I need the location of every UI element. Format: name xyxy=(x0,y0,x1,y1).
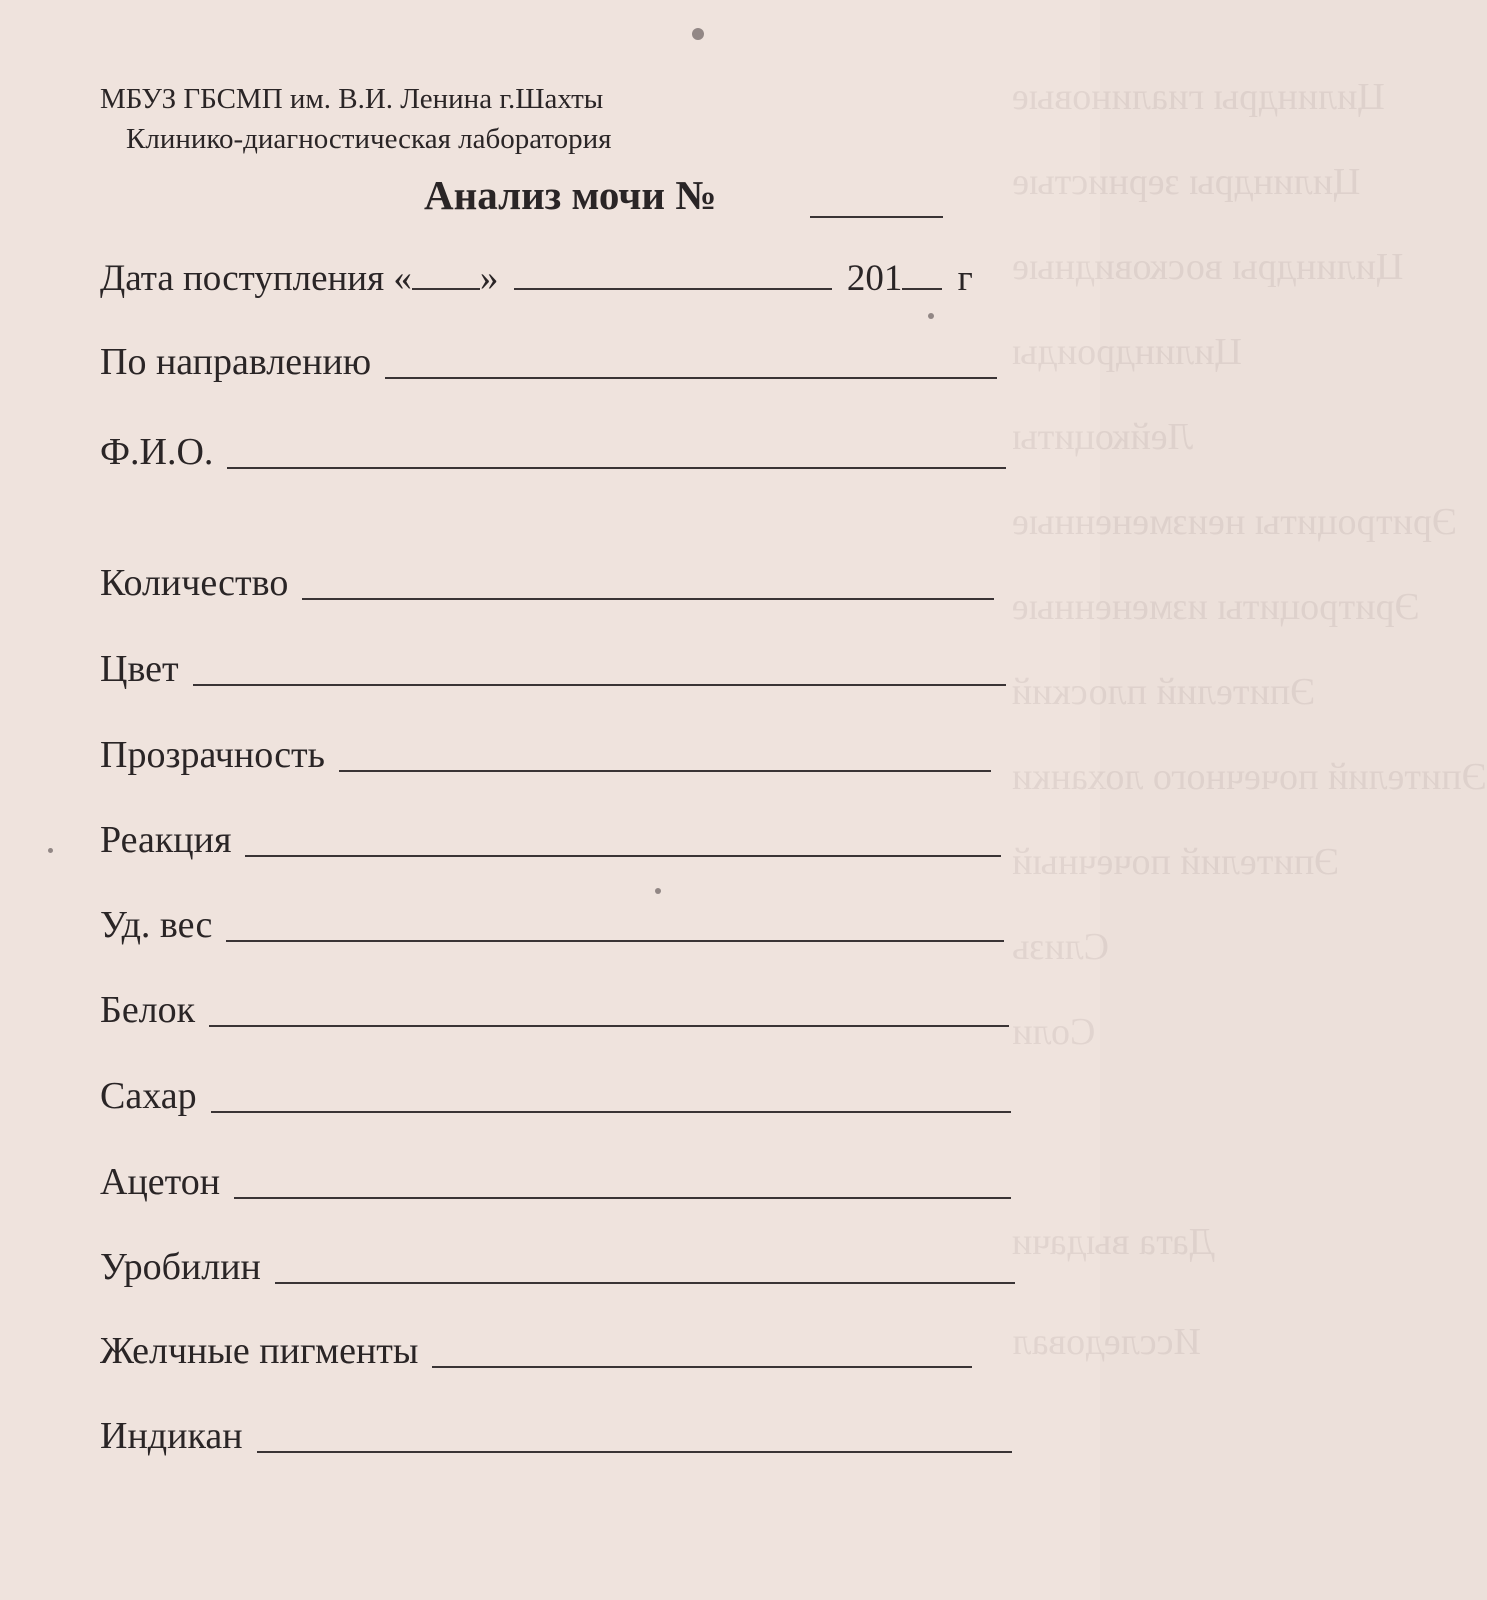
receipt-month-field[interactable] xyxy=(514,258,832,290)
field-label: Белок xyxy=(100,989,196,1031)
field-label: Ф.И.О. xyxy=(100,431,214,473)
field-label: По направлению xyxy=(100,341,372,383)
urobilin-input-line[interactable] xyxy=(275,1282,1015,1284)
receipt-year-suffix: г xyxy=(957,258,973,299)
paper-speck xyxy=(655,888,661,894)
field-label: Ацетон xyxy=(100,1161,221,1203)
indican-input-line[interactable] xyxy=(257,1451,1012,1453)
organization-name: МБУЗ ГБСМП им. В.И. Ленина г.Шахты xyxy=(100,83,604,115)
field-full-name xyxy=(100,433,1006,471)
form-title: Анализ мочи № xyxy=(424,172,717,218)
specific-gravity-input-line[interactable] xyxy=(226,940,1004,942)
field-reaction xyxy=(100,821,1001,859)
field-urobilin xyxy=(100,1248,1015,1286)
receipt-day-field[interactable] xyxy=(412,258,480,290)
field-color xyxy=(100,650,1006,688)
field-acetone xyxy=(100,1163,1011,1201)
color-input-line[interactable] xyxy=(193,684,1006,686)
field-bile-pigments xyxy=(100,1332,972,1370)
paper-speck xyxy=(928,313,934,319)
field-quantity xyxy=(100,564,994,602)
sugar-input-line[interactable] xyxy=(211,1111,1011,1113)
paper-speck xyxy=(692,28,704,40)
receipt-date-row xyxy=(100,257,973,300)
field-label: Сахар xyxy=(100,1075,197,1117)
analysis-number-field[interactable] xyxy=(810,216,943,218)
field-protein xyxy=(100,991,1009,1029)
paper-speck xyxy=(48,848,53,853)
receipt-year-field[interactable] xyxy=(902,258,942,290)
field-label: Цвет xyxy=(100,648,179,690)
field-label: Желчные пигменты xyxy=(100,1330,419,1372)
transparency-input-line[interactable] xyxy=(339,770,991,772)
laboratory-name: Клинико-диагностическая лаборатория xyxy=(126,123,612,155)
field-label: Уд. вес xyxy=(100,904,213,946)
bile-pigments-input-line[interactable] xyxy=(432,1366,972,1368)
field-label: Прозрачность xyxy=(100,734,325,776)
field-sugar xyxy=(100,1077,1011,1115)
field-specific-gravity xyxy=(100,906,1004,944)
field-indican xyxy=(100,1417,1012,1455)
protein-input-line[interactable] xyxy=(209,1025,1009,1027)
reaction-input-line[interactable] xyxy=(245,855,1001,857)
receipt-year-prefix: 201 xyxy=(846,258,903,299)
full-name-input-line[interactable] xyxy=(227,467,1006,469)
field-referral xyxy=(100,343,997,381)
field-label: Реакция xyxy=(100,819,232,861)
field-label: Уробилин xyxy=(100,1246,261,1288)
receipt-date-label: Дата поступления « xyxy=(100,258,412,299)
acetone-input-line[interactable] xyxy=(234,1197,1011,1199)
field-transparency xyxy=(100,736,991,774)
referral-input-line[interactable] xyxy=(385,377,997,379)
field-label: Количество xyxy=(100,562,289,604)
lab-form-sheet: Цилиндры гиалиновые Цилиндры зернистые Цилиндры восковидные Цилиндроиды Лейкоциты Эритроциты неизмененные Эритроциты измененные Эпителий плоский Эпителий почечного лоханки Эпителий почечный Слизь Соли Дата выдачи Исследовал МБУЗ ГБСМП им. В.И. Ленина г.Шахты Клинико-диагностическая лаборатория Анализ мочи № Дата поступления « » 201 г По направлению Ф.И.О. Количество Цвет Прозрачность Реакция Уд. вес Белок Сахар Ацетон Уробилин Желчные пигменты Индикан xyxy=(0,0,1100,1600)
field-label: Индикан xyxy=(100,1415,243,1457)
receipt-date-quote-close: » xyxy=(479,258,499,299)
quantity-input-line[interactable] xyxy=(302,598,994,600)
